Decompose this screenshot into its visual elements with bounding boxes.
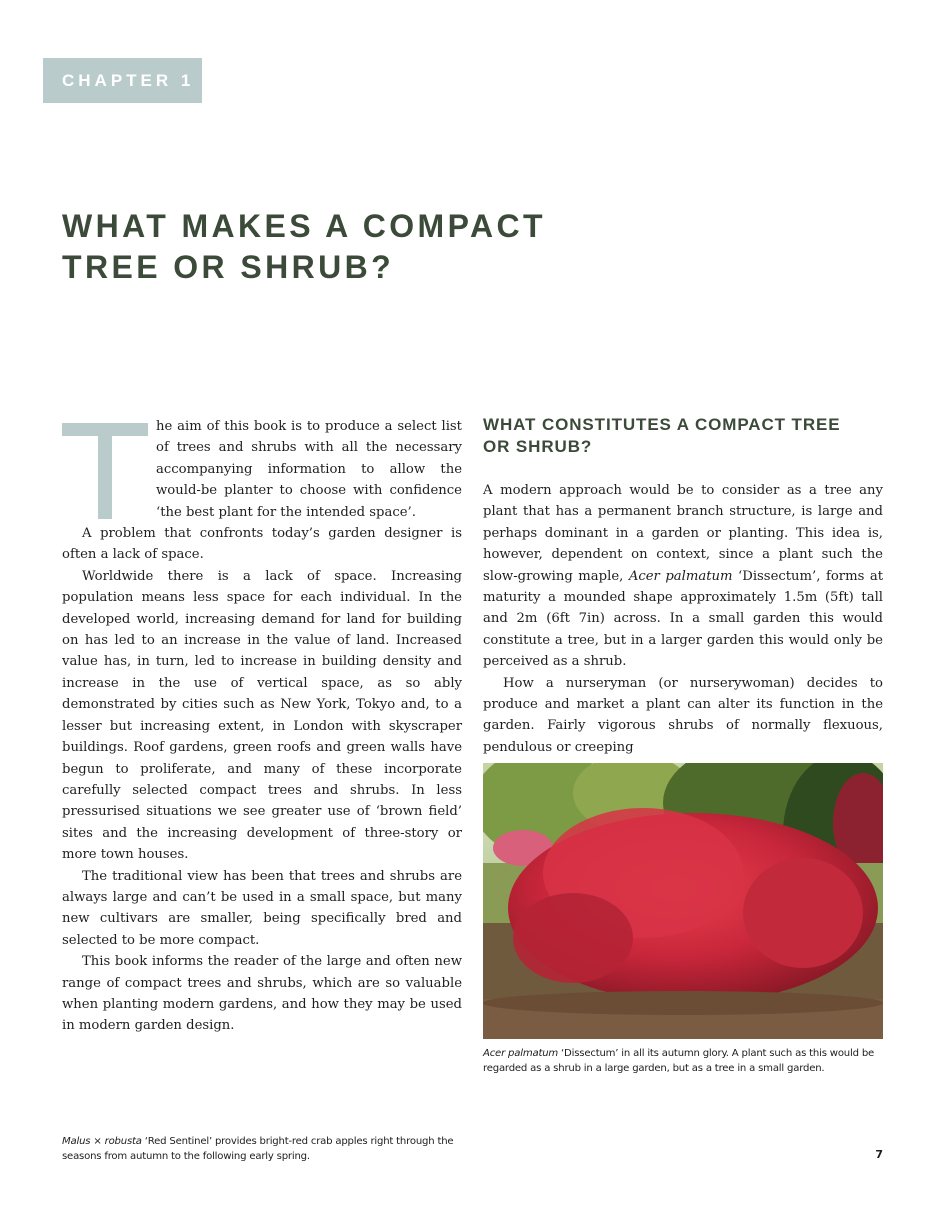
page-title: [62, 206, 682, 288]
left-column: [62, 416, 462, 1037]
section-heading: [483, 414, 883, 458]
page-title-line-2: TREE OR SHRUB?: [62, 249, 395, 285]
body-paragraph: How a nurseryman (or nurserywoman) decides to produce and market a plant can alter its function in the garden. Fairly vigorous shrubs of normally flexuous, pendulous or creeping: [483, 675, 883, 755]
footer-species-name: Malus × robusta: [62, 1136, 142, 1147]
intro-paragraph: [62, 416, 462, 523]
footer-caption: [62, 1134, 482, 1165]
intro-paragraph-text: he aim of this book is to produce a select list of trees and shrubs with all the necessary accompanying information to allow the would-be planter to choose with confidence ‘the best plant for the intended space’.: [156, 419, 462, 520]
caption-species-name: Acer palmatum: [483, 1048, 559, 1059]
caption-text: ‘Dissectum’ in all its autumn glory. A plant such as this would be regarded as a shrub in a large garden, but as a tree in a small garden.: [483, 1048, 875, 1075]
body-paragraph: The traditional view has been that trees and shrubs are always large and can’t be used in a small space, but many new cultivars are smaller, being specifically bred and selected to be more compact.: [62, 868, 462, 948]
section-heading-line-1: WHAT CONSTITUTES A COMPACT TREE: [483, 415, 841, 434]
right-column: [483, 480, 883, 758]
footer-caption-text: ‘Red Sentinel’ provides bright-red crab apples right through the seasons from autumn to the following early spring.: [62, 1136, 454, 1163]
body-paragraph: This book informs the reader of the large and often new range of compact trees and shrubs, which are so valuable when planting modern gardens, and how they may be used in modern garden design.: [62, 954, 462, 1034]
drop-cap-letter: [62, 417, 148, 521]
body-paragraph: A problem that confronts today’s garden designer is often a lack of space.: [62, 526, 462, 563]
page-title-line-1: WHAT MAKES A COMPACT: [62, 208, 546, 244]
acer-shrub-illustration: [483, 763, 883, 1039]
body-paragraph: Worldwide there is a lack of space. Increasing population means less space for each individual. In the developed world, increasing demand for land for building on has led to an increase in the value of land. Increased value has, in turn, led to increase in building density and increase in the use of vertical space, as so ably demonstrated by cities such as New York, Tokyo and, to a lesser but increasing extent, in London with skyscraper buildings. Roof gardens, green roofs and green walls have begun to proliferate, and many of these incorporate carefully selected compact trees and shrubs. In less pressurised situations we see greater use of ‘brown field’ sites and the increasing development of three-story or more town houses.: [62, 568, 462, 863]
species-name: Acer palmatum: [628, 568, 733, 584]
acer-palmatum-photo: [483, 763, 883, 1039]
body-paragraph: A modern approach would be to consider as a tree any plant that has a permanent branch structure, is large and perhaps dominant in a garden or planting. This idea is, however, dependent on context, since a plant such the slow-growing maple, Acer palmatum ‘Dissectum’, forms at maturity a mounded shape approximately 1.5m (5ft) tall and 2m (6ft 7in) across. In a small garden this would constitute a tree, but in a larger garden this would only be perceived as a shrub.: [483, 483, 884, 670]
photo-caption: [483, 1046, 888, 1077]
section-heading-line-2: OR SHRUB?: [483, 437, 593, 456]
page-number: 7: [875, 1148, 883, 1161]
chapter-label: CHAPTER 1: [43, 58, 202, 103]
